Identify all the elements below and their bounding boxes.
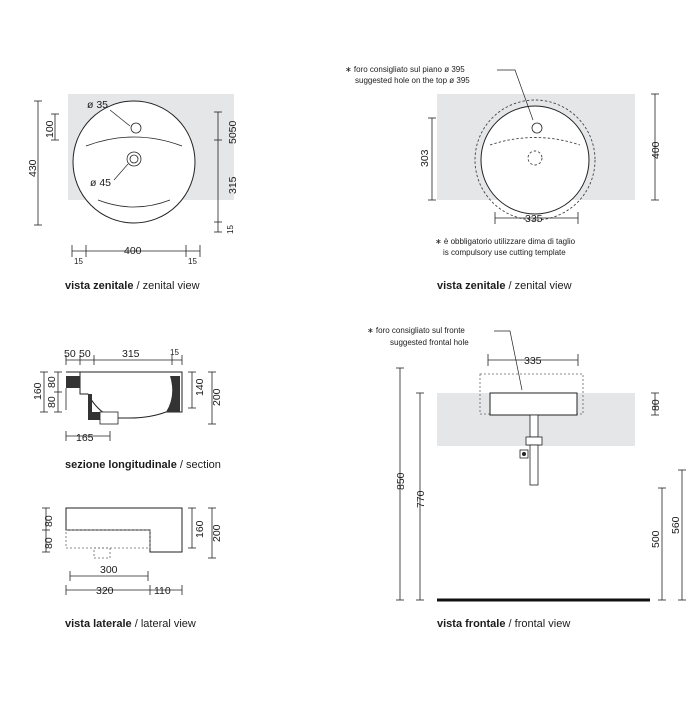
- dim-400: 400: [650, 141, 662, 159]
- dim-80: 80: [650, 399, 662, 411]
- note-top-hole-en: suggested hole on the top ø 395: [355, 76, 470, 85]
- note-top-hole-it: ∗ foro consigliato sul piano ø 395: [345, 65, 465, 74]
- note-template-en: is compulsory use cutting template: [443, 248, 566, 257]
- drain-tail: [530, 415, 538, 437]
- basin-hidden-lines: [66, 530, 150, 548]
- dim-15-b: 15: [188, 257, 197, 266]
- caption-frontal: vista frontale / frontal view: [437, 618, 571, 630]
- dim-315: 315: [122, 348, 140, 360]
- dim-50-a: 50: [64, 348, 76, 360]
- note-frontal-hole-it: ∗ foro consigliato sul fronte: [367, 326, 465, 335]
- dim-80-a: 80: [46, 376, 58, 388]
- dim-560: 560: [670, 516, 682, 534]
- basin-outline: [481, 106, 589, 214]
- dim-50-b: 50: [79, 348, 91, 360]
- dim-100: 100: [44, 120, 56, 138]
- dim-80-a: 80: [43, 515, 55, 527]
- dim-303: 303: [419, 149, 431, 167]
- dim-80-b: 80: [46, 396, 58, 408]
- dim-300: 300: [100, 564, 118, 576]
- frontal-view: [367, 326, 686, 630]
- basin-outline: [73, 101, 195, 223]
- siphon-outlet-hole: [522, 452, 526, 456]
- caption-lateral: vista laterale / lateral view: [65, 618, 196, 630]
- dim-160: 160: [194, 520, 206, 538]
- dim-160: 160: [32, 382, 44, 400]
- section-view: [32, 348, 223, 471]
- caption-zenital-left: vista zenitale / zenital view: [65, 280, 200, 292]
- dim-15-right: 15: [226, 225, 235, 234]
- drain-pipe: [100, 412, 118, 424]
- lateral-view: [42, 508, 223, 630]
- dim-5050: 5050: [227, 120, 239, 144]
- dim-320: 320: [96, 585, 114, 597]
- dim-500: 500: [650, 530, 662, 548]
- drain-hidden: [94, 548, 110, 558]
- zenital-view-right: [345, 65, 662, 292]
- dim-tap-hole-diameter: ø 35: [87, 99, 109, 111]
- dim-200: 200: [211, 388, 223, 406]
- basin-front: [490, 393, 577, 415]
- dim-315: 315: [227, 176, 239, 194]
- note-template-it: ∗ è obbligatorio utilizzare dima di taglio: [435, 237, 576, 246]
- leader-line: [494, 331, 522, 390]
- tap-hole-section: [66, 376, 80, 388]
- dim-drain-diameter: ø 45: [90, 177, 112, 189]
- caption-zenital-right: vista zenitale / zenital view: [437, 280, 572, 292]
- zenital-view-left: [27, 94, 239, 292]
- dim-335: 335: [525, 213, 543, 225]
- dim-15: 15: [170, 348, 179, 357]
- basin-section: [66, 372, 182, 418]
- dim-430: 430: [27, 159, 39, 177]
- siphon-nut: [526, 437, 542, 445]
- note-frontal-hole-en: suggested frontal hole: [390, 338, 469, 347]
- dim-15-a: 15: [74, 257, 83, 266]
- dim-80-b: 80: [43, 537, 55, 549]
- caption-section: sezione longitudinale / section: [65, 459, 221, 471]
- dim-850: 850: [395, 472, 407, 490]
- dim-335: 335: [524, 355, 542, 367]
- dim-200: 200: [211, 524, 223, 542]
- dim-110: 110: [154, 585, 171, 597]
- siphon-pipe: [530, 445, 538, 485]
- dim-770: 770: [415, 490, 427, 508]
- dim-400: 400: [124, 245, 142, 257]
- dim-140: 140: [194, 378, 206, 396]
- dim-165: 165: [76, 432, 94, 444]
